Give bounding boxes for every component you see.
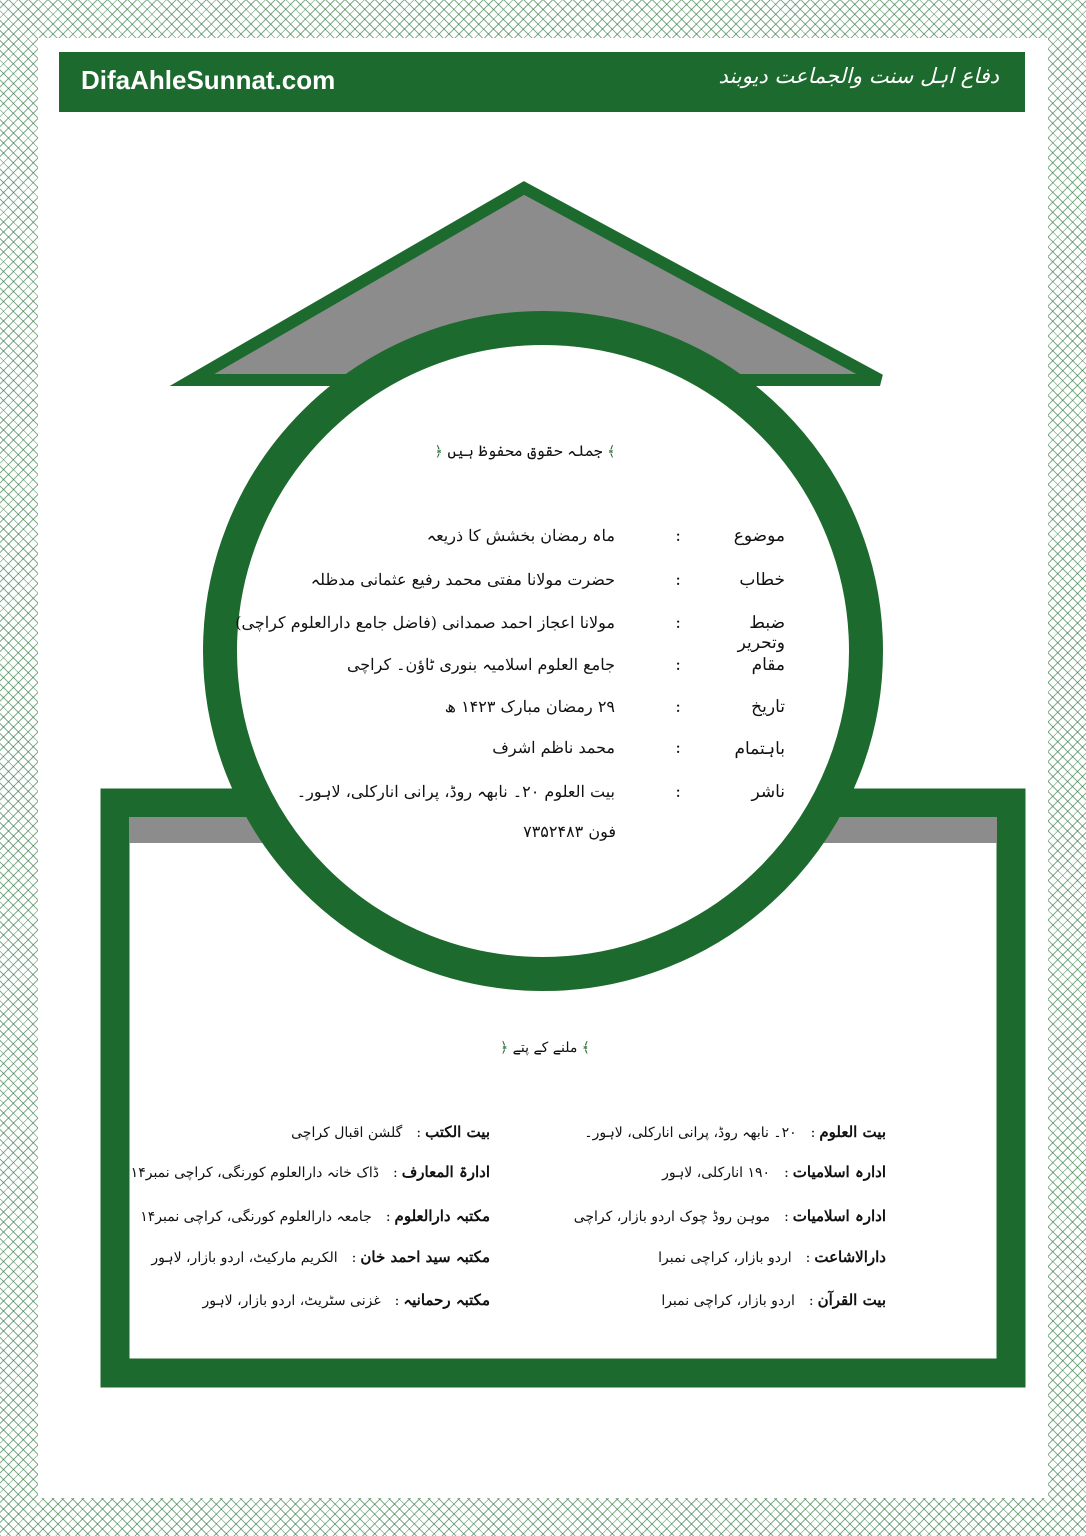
- shop-label: بیت العلوم: [819, 1123, 886, 1141]
- shop-entry: [658, 1248, 886, 1274]
- shop-entry: [661, 1291, 886, 1317]
- detail-label: باہتمام: [734, 739, 785, 759]
- shop-address: ڈاک خانہ دارالعلوم کورنگی، کراچی نمبر۱۴: [130, 1165, 379, 1181]
- shop-address: الکریم مارکیٹ، اردو بازار، لاہور: [151, 1250, 338, 1266]
- detail-row-topic: [300, 526, 785, 558]
- shop-address: اردو بازار، کراچی نمبرا: [661, 1293, 795, 1309]
- detail-label: تاریخ: [751, 697, 785, 717]
- detail-row-organizer: [300, 738, 785, 770]
- shop-colon: :: [351, 1250, 357, 1266]
- shop-colon: :: [784, 1209, 789, 1225]
- detail-value: ۲۹ رمضان مبارک ۱۴۲۳ ھ: [444, 697, 615, 716]
- shops-heading: [475, 1040, 615, 1056]
- shop-label: ادارۃ المعارف: [401, 1163, 490, 1181]
- shop-entry: [574, 1207, 886, 1233]
- shops-title: ملنے کے پتے: [512, 1040, 578, 1056]
- shop-address: جامعہ دارالعلوم کورنگی، کراچی نمبر۱۴: [140, 1209, 372, 1225]
- shop-entry: [131, 1163, 490, 1189]
- detail-colon: :: [675, 613, 681, 633]
- shop-label: بیت القرآن: [817, 1291, 886, 1309]
- ornament-icon: ﴾: [581, 1040, 590, 1056]
- site-name[interactable]: DifaAhleSunnat.com: [81, 65, 336, 95]
- shop-address: غزنی سٹریٹ، اردو بازار، لاہور: [202, 1293, 381, 1309]
- detail-row-compiler: [235, 613, 785, 653]
- shop-label: مکتبہ رحمانیہ: [403, 1291, 490, 1309]
- shop-colon: :: [394, 1293, 400, 1309]
- shop-entry: [584, 1123, 886, 1149]
- shop-label: ادارہ اسلامیات: [792, 1163, 886, 1181]
- shop-label: ادارہ اسلامیات: [792, 1207, 886, 1225]
- shop-colon: :: [416, 1125, 422, 1141]
- detail-value: ماہ رمضان بخشش کا ذریعہ: [426, 526, 615, 545]
- detail-value: بیت العلوم ۲۰۔ نابھہ روڈ، پرانی انارکلی، لاہور۔: [296, 782, 615, 801]
- detail-colon: :: [675, 655, 681, 675]
- shop-label: مکتبہ دارالعلوم: [394, 1207, 490, 1225]
- shop-entry: [662, 1163, 886, 1189]
- copyright-notice: [425, 442, 625, 460]
- shop-colon: :: [385, 1209, 391, 1225]
- copyright-text: جملہ حقوق محفوظ ہیں: [447, 442, 603, 460]
- shop-colon: :: [805, 1250, 811, 1266]
- shop-address: ۲۰۔ نابھہ روڈ، پرانی انارکلی، لاہور۔: [584, 1125, 797, 1141]
- shop-entry: [202, 1291, 490, 1317]
- detail-label: مقام: [751, 655, 785, 675]
- shop-label: مکتبہ سید احمد خان: [360, 1248, 490, 1266]
- detail-value: مولانا اعجاز احمد صمدانی (فاضل جامع دارالعلوم کراچی): [235, 613, 615, 632]
- shop-label: بیت الکتب: [425, 1123, 490, 1141]
- detail-colon: :: [675, 738, 681, 758]
- header-tagline: دفاع اہل سنت والجماعت دیوبند: [718, 64, 999, 88]
- detail-row-venue: [300, 655, 785, 687]
- detail-value: جامع العلوم اسلامیہ بنوری ٹاؤن۔ کراچی: [346, 655, 615, 674]
- detail-label: ضبط وتحریر: [737, 613, 785, 653]
- shop-address: گلشن اقبال کراچی: [291, 1125, 403, 1141]
- publisher-phone: فون ۷۳۵۲۴۸۳: [523, 822, 616, 841]
- shop-colon: :: [808, 1293, 814, 1309]
- detail-row-speaker: [300, 570, 785, 602]
- shop-address: ۱۹۰ انارکلی، لاہور: [662, 1165, 771, 1181]
- detail-label: موضوع: [733, 526, 785, 546]
- detail-colon: :: [675, 526, 681, 546]
- shop-label: دارالاشاعت: [814, 1248, 886, 1266]
- detail-label: خطاب: [739, 570, 785, 590]
- shop-address: موہن روڈ چوک اردو بازار، کراچی: [573, 1209, 771, 1225]
- ornament-icon: ﴿: [434, 444, 443, 460]
- detail-colon: :: [675, 697, 681, 717]
- shop-colon: :: [784, 1165, 789, 1181]
- detail-colon: :: [675, 570, 681, 590]
- shop-entry: [151, 1248, 490, 1274]
- detail-label: ناشر: [751, 782, 785, 802]
- ornament-icon: ﴾: [607, 444, 616, 460]
- shop-address: اردو بازار، کراچی نمبرا: [658, 1250, 792, 1266]
- detail-value: حضرت مولانا مفتی محمد رفیع عثمانی مدظلہ: [310, 570, 615, 589]
- detail-value: محمد ناظم اشرف: [492, 738, 615, 757]
- shop-entry: [140, 1207, 490, 1233]
- detail-row-date: [300, 697, 785, 729]
- ornament-icon: ﴿: [500, 1040, 509, 1056]
- shop-colon: :: [393, 1165, 398, 1181]
- detail-row-publisher: [296, 782, 785, 814]
- shop-colon: :: [810, 1125, 816, 1141]
- shop-entry: [291, 1123, 490, 1149]
- detail-colon: :: [675, 782, 681, 802]
